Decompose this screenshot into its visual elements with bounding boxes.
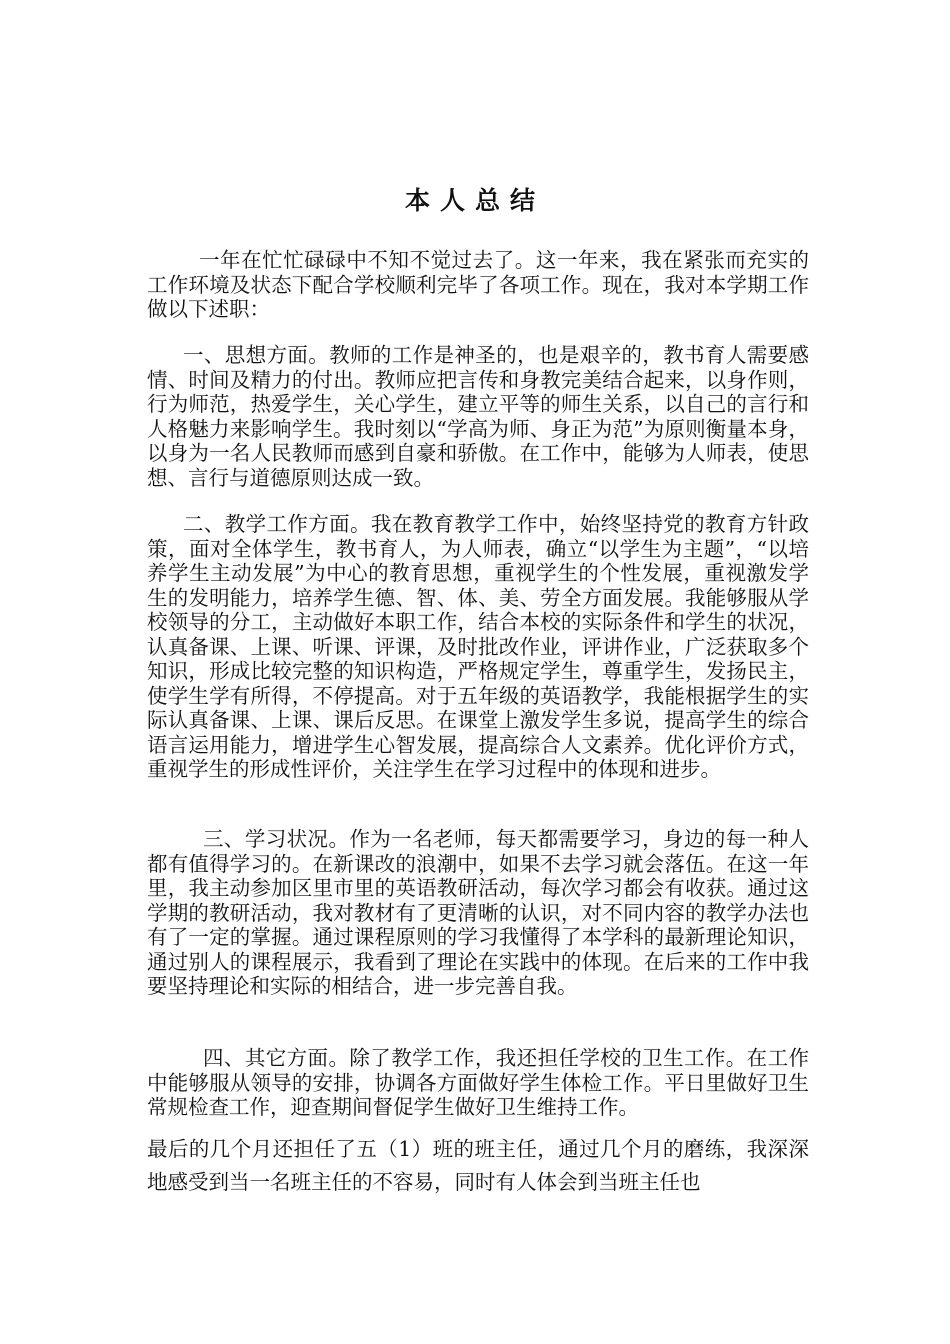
paragraph-text: 三、学习状况。作为一名老师，每天都需要学习，身边的每一种人都有值得学习的。在新课改的浪潮中，如果不去学习就会落伍。在这一年里，我主动参加区里市里的英语教研活动，每次学习都会有收获。通过这学期的教研活动，我对教材有了更清晰的认识，对不同内容的教学办法也有了一定的掌握。通过课程原则的学习我懂得了本学科的最新理论知识，通过别人的课程展示，我看到了理论在实践中的体现。在后来的工作中我要坚持理论和实际的相结合，进一步完善自我。 bbox=[147, 827, 809, 998]
paragraph-teaching bbox=[147, 512, 809, 782]
paragraph-class-teacher bbox=[147, 1133, 809, 1199]
paragraph-thought bbox=[147, 343, 809, 490]
paragraph-other bbox=[147, 1046, 809, 1120]
paragraph-intro bbox=[147, 248, 809, 322]
paragraph-text: 最后的几个月还担任了五（1）班的班主任，通过几个月的磨练，我深深地感受到当一名班主任的不容易，同时有人体会到当班主任也 bbox=[147, 1137, 809, 1194]
paragraph-text: 四、其它方面。除了教学工作，我还担任学校的卫生工作。在工作中能够服从领导的安排，协调各方面做好学生体检工作。平日里做好卫生常规检查工作，迎查期间督促学生做好卫生维持工作。 bbox=[147, 1046, 809, 1119]
document-title: 本人总结 bbox=[404, 186, 545, 215]
paragraph-text: 一、思想方面。教师的工作是神圣的，也是艰辛的，教书育人需要感情、时间及精力的付出。教师应把言传和身教完美结合起来，以身作则，行为师范，热爱学生，关心学生，建立平等的师生关系，以自己的言行和人格魅力来影响学生。我时刻以“学高为师、身正为范”为原则衡量本身，以身为一名人民教师而感到自豪和骄傲。在工作中，能够为人师表，使思想、言行与道德原则达成一致。 bbox=[147, 343, 809, 490]
paragraph-study bbox=[147, 827, 809, 999]
paragraph-text: 二、教学工作方面。我在教育教学工作中，始终坚持党的教育方针政策，面对全体学生，教书育人，为人师表，确立“以学生为主题”，“以培养学生主动发展”为中心的教育思想，重视学生的个性发展，重视激发学生的发明能力，培养学生德、智、体、美、劳全方面发展。我能够服从学校领导的分工，主动做好本职工作，结合本校的实际条件和学生的状况，认真备课、上课、听课、评课，及时批改作业，评讲作业，广泛获取多个知识，形成比较完整的知识构造，严格规定学生，尊重学生，发扬民主，使学生学有所得，不停提高。对于五年级的英语教学，我能根据学生的实际认真备课、上课、课后反思。在课堂上激发学生多说，提高学生的综合语言运用能力，增进学生心智发展，提高综合人文素养。优化评价方式，重视学生的形成性评价，关注学生在学习过程中的体现和进步。 bbox=[147, 512, 809, 781]
paragraph-text: 一年在忙忙碌碌中不知不觉过去了。这一年来，我在紧张而充实的工作环境及状态下配合学校顺利完毕了各项工作。现在，我对本学期工作做以下述职： bbox=[147, 248, 809, 321]
